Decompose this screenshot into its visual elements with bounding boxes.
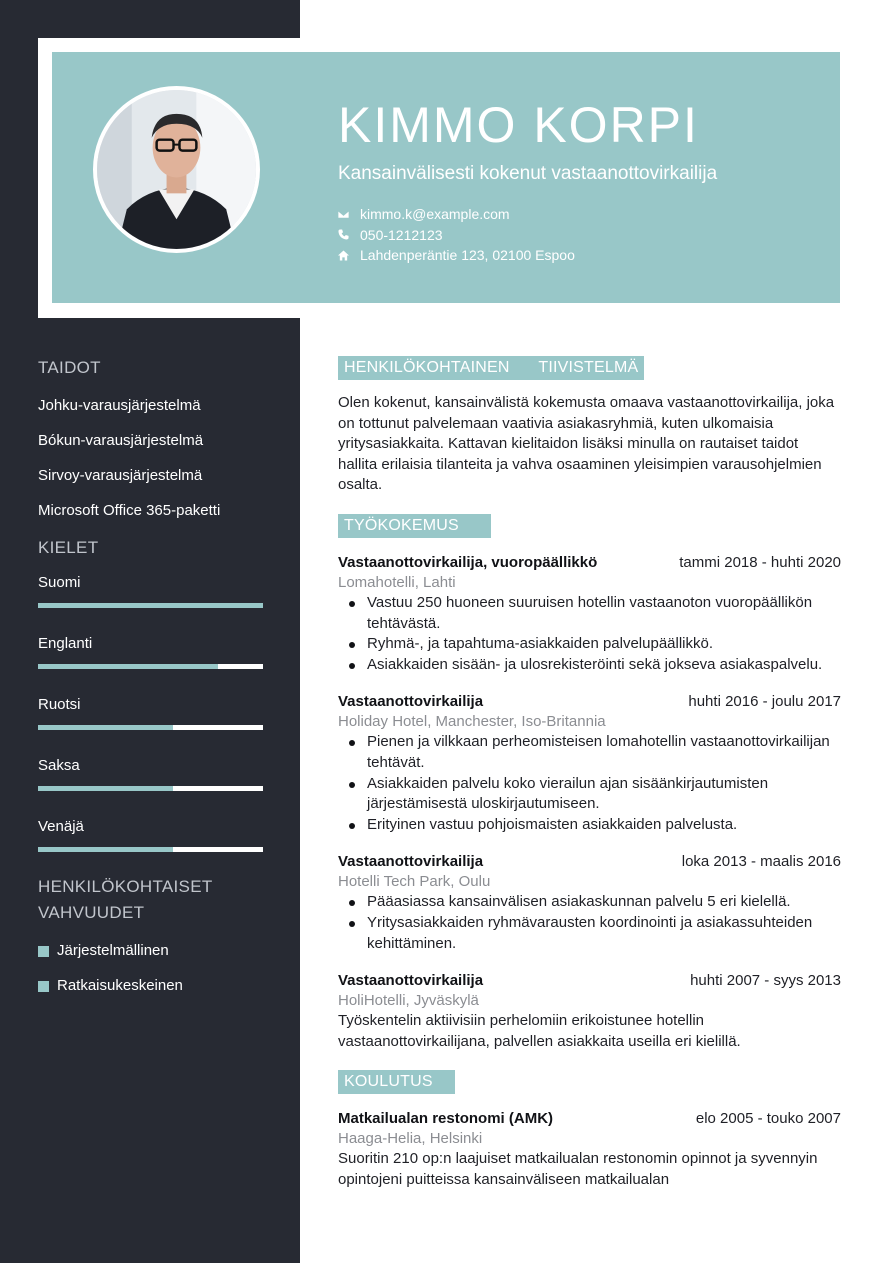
contact-address-text: Lahdenperäntie 123, 02100 Espoo (360, 247, 575, 264)
job-entry (338, 970, 841, 1052)
job-place: Lomahotelli, Lahti (338, 573, 456, 591)
language-item (38, 573, 268, 608)
language-level-fill (38, 664, 218, 669)
language-level-fill (38, 725, 173, 730)
job-bullets (338, 593, 841, 675)
square-bullet-icon (38, 946, 49, 957)
mail-icon (338, 209, 360, 220)
skill-item: Bókun-varausjärjestelmä (38, 432, 204, 449)
education-place: Haaga-Helia, Helsinki (338, 1130, 483, 1148)
job-entry (338, 552, 841, 675)
job-entry (338, 851, 841, 954)
language-level-fill (38, 847, 173, 852)
job-place: Hotelli Tech Park, Oulu (338, 873, 491, 891)
language-level-bar (38, 786, 263, 791)
list-item: Erityinen vastuu pohjoismaisten asiakkaiden palvelusta. (338, 815, 841, 836)
education-heading: KOULUTUS (338, 1070, 455, 1094)
education-title: Matkailualan restonomi (AMK) (338, 1110, 554, 1128)
education-entry (338, 1108, 841, 1190)
summary-heading: HENKILÖKOHTAINEN TIIVISTELMÄ (338, 356, 644, 380)
job-place: Holiday Hotel, Manchester, Iso-Britannia (338, 713, 606, 731)
contact-email[interactable] (338, 204, 575, 225)
contact-address (338, 245, 575, 266)
language-name: Venäjä (38, 818, 84, 835)
candidate-title: Kansainvälisesti kokenut vastaanottovirkailija (338, 163, 718, 184)
job-title: Vastaanottovirkailija, vuoropäällikkö (338, 553, 598, 571)
language-item (38, 634, 268, 669)
list-item: Pienen ja vilkkaan perheomisteisen lomahotellin vastaanottovirkailijan tehtävät. (338, 732, 841, 773)
language-level-fill (38, 603, 263, 608)
summary-text: Olen kokenut, kansainvälistä kokemusta omaava vastaanottovirkailija, joka on tottunut palvelemaan vaativia asiakasryhmiä, kuten ulkomaisia yritysasiakkaita. Kattavan kielitaidon lisäksi minulla on rautaiset taidot hallita erilaisia tilanteita ja vahva osaaminen yleisimpien varausohjelmien osalta. (338, 394, 835, 494)
skills-heading: TAIDOT (38, 358, 101, 377)
list-item: Vastuu 250 huoneen suuruisen hotellin vastaanoton vuoropäällikön tehtävästä. (338, 593, 841, 634)
home-icon (338, 250, 360, 261)
language-level-bar (38, 603, 263, 608)
languages-heading: KIELET (38, 538, 99, 557)
education-description: Suoritin 210 op:n laajuiset matkailualan restonomin opinnot ja syvennyin opintojeni puitteissa kansainväliseen matkailualan (338, 1150, 818, 1188)
skill-item: Johku-varausjärjestelmä (38, 397, 201, 414)
contact-phone-text: 050-1212123 (360, 226, 443, 243)
language-level-bar (38, 725, 263, 730)
language-name: Saksa (38, 757, 80, 774)
language-level-fill (38, 786, 173, 791)
language-name: Englanti (38, 635, 93, 652)
job-title: Vastaanottovirkailija (338, 693, 484, 711)
square-bullet-icon (38, 981, 49, 992)
strength-label: Ratkaisukeskeinen (57, 977, 183, 994)
job-description: Työskentelin aktiivisiin perhelomiin erikoistunee hotellin vastaanottovirkailijana, palvellen asiakkaita useilla eri kielillä. (338, 1012, 741, 1050)
language-item (38, 817, 268, 852)
job-place: HoliHotelli, Jyväskylä (338, 992, 479, 1010)
list-item: Yritysasiakkaiden ryhmävarausten koordinointi ja asiakassuhteiden kehittäminen. (338, 913, 841, 954)
list-item: Pääasiassa kansainvälisen asiakaskunnan palvelu 5 eri kielellä. (338, 892, 841, 913)
contact-phone[interactable] (338, 225, 575, 246)
profile-photo (93, 86, 260, 253)
skill-item: Sirvoy-varausjärjestelmä (38, 467, 203, 484)
strength-label: Järjestelmällinen (57, 942, 169, 959)
job-entry (338, 691, 841, 835)
job-date: loka 2013 - maalis 2016 (681, 853, 841, 871)
list-item: Asiakkaiden palvelu koko vierailun ajan sisäänkirjautumisten järjestämisestä uloskirjautumiseen. (338, 774, 841, 815)
list-item: Ryhmä-, ja tapahtuma-asiakkaiden palvelupäällikkö. (338, 634, 841, 655)
contact-email-text: kimmo.k@example.com (360, 206, 510, 223)
job-bullets (338, 892, 841, 954)
main-content (338, 356, 841, 1190)
skill-item: Microsoft Office 365-paketti (38, 502, 221, 519)
job-bullets (338, 732, 841, 835)
phone-icon (338, 229, 360, 240)
contact-list (338, 204, 575, 266)
strength-item (38, 976, 268, 996)
language-name: Suomi (38, 574, 81, 591)
profile-photo-illustration (97, 90, 256, 249)
language-level-bar (38, 664, 263, 669)
strengths-heading: HENKILÖKOHTAISET VAHVUUDET (38, 877, 213, 922)
list-item: Asiakkaiden sisään- ja ulosrekisteröinti sekä jokseva asiakaspalvelu. (338, 655, 841, 676)
language-item (38, 695, 268, 730)
job-title: Vastaanottovirkailija (338, 853, 484, 871)
job-date: tammi 2018 - huhti 2020 (679, 553, 841, 571)
job-date: huhti 2007 - syys 2013 (690, 972, 841, 990)
sidebar-content (38, 355, 268, 996)
language-level-bar (38, 847, 263, 852)
language-item (38, 756, 268, 791)
job-title: Vastaanottovirkailija (338, 972, 484, 990)
job-date: huhti 2016 - joulu 2017 (688, 693, 841, 711)
education-date: elo 2005 - touko 2007 (695, 1110, 841, 1128)
experience-heading: TYÖKOKEMUS (338, 514, 491, 538)
language-name: Ruotsi (38, 696, 81, 713)
candidate-name: KIMMO KORPI (338, 97, 699, 153)
strength-item (38, 941, 268, 961)
